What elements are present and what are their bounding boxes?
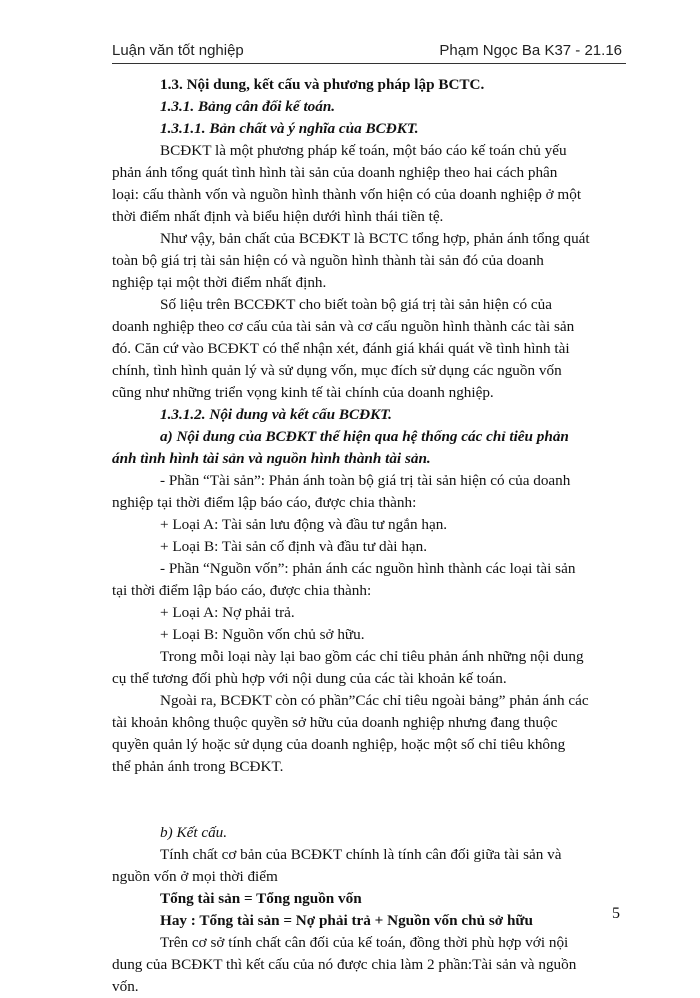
equation-expanded: Hay : Tổng tài sản = Nợ phải trả + Nguồn vốn chủ sở hữu — [160, 912, 533, 929]
list-item: + Loại B: Nguồn vốn chủ sở hữu. — [160, 626, 365, 643]
paragraph-line: nguồn vốn ở mọi thời điểm — [112, 868, 278, 885]
heading-1-3-1-2: 1.3.1.2. Nội dung và kết cấu BCĐKT. — [160, 406, 392, 423]
paragraph-line: loại: cấu thành vốn và nguồn hình thành vốn hiện có của doanh nghiệp ở một — [112, 186, 582, 203]
subheading-a: a) Nội dung của BCĐKT thể hiện qua hệ thống các chỉ tiêu phản — [160, 428, 569, 445]
paragraph-line: tài khoản không thuộc quyền sở hữu của doanh nghiệp nhưng đang thuộc — [112, 714, 558, 731]
header-author: Phạm Ngọc Ba K37 - 21.16 — [439, 42, 622, 59]
paragraph-line: phản ánh tổng quát tình hình tài sản của doanh nghiệp theo hai cách phân — [112, 164, 558, 181]
list-item: + Loại B: Tài sản cố định và đầu tư dài hạn. — [160, 538, 428, 555]
subheading-b: b) Kết cấu. — [160, 824, 228, 841]
paragraph-line: nghiệp tại một thời điểm nhất định. — [112, 274, 327, 291]
header-thesis-title: Luận văn tốt nghiệp — [112, 42, 244, 59]
paragraph-line: Như vậy, bản chất của BCĐKT là BCTC tổng hợp, phản ánh tổng quát — [160, 230, 590, 247]
paragraph-line: thời điểm nhất định và biểu hiện dưới hình thái tiền tệ. — [112, 208, 444, 225]
section-title: 1.3. Nội dung, kết cấu và phương pháp lập BCTC. — [160, 76, 485, 93]
paragraph-line: Tính chất cơ bản của BCĐKT chính là tính cân đối giữa tài sản và — [160, 846, 562, 863]
paragraph-line: BCĐKT là một phương pháp kế toán, một báo cáo kế toán chủ yếu — [160, 142, 567, 159]
list-item: + Loại A: Tài sản lưu động và đầu tư ngắn hạn. — [160, 516, 448, 533]
paragraph-line: Ngoài ra, BCĐKT còn có phần”Các chỉ tiêu ngoài bảng” phản ánh các — [160, 692, 589, 709]
paragraph-line: tại thời điểm lập báo cáo, được chia thành: — [112, 582, 372, 599]
header-divider — [112, 63, 626, 64]
heading-1-3-1-1: 1.3.1.1. Bản chất và ý nghĩa của BCĐKT. — [160, 120, 419, 137]
paragraph-line: - Phần “Tài sản”: Phản ánh toàn bộ giá trị tài sản hiện có của doanh — [160, 472, 571, 489]
paragraph-line: toàn bộ giá trị tài sản hiện có và nguồn hình thành tài sản đó của doanh — [112, 252, 544, 269]
paragraph-line: đó. Căn cứ vào BCĐKT có thể nhận xét, đánh giá khái quát về tình hình tài — [112, 340, 570, 357]
equation-total: Tổng tài sản = Tổng nguồn vốn — [160, 890, 362, 907]
spacer — [160, 778, 620, 822]
heading-1-3-1: 1.3.1. Bảng cân đối kế toán. — [160, 98, 336, 115]
paragraph-line: - Phần “Nguồn vốn”: phản ánh các nguồn hình thành các loại tài sản — [160, 560, 576, 577]
subheading-a-cont: ánh tình hình tài sản và nguồn hình thành tài sản. — [112, 450, 431, 467]
page-number: 5 — [612, 905, 620, 922]
paragraph-line: cũng như những triển vọng kinh tế tài chính của doanh nghiệp. — [112, 384, 494, 401]
paragraph-line: nghiệp tại thời điểm lập báo cáo, được chia thành: — [112, 494, 417, 511]
paragraph-line: vốn. — [112, 978, 139, 995]
paragraph-line: chính, tình hình quản lý và sử dụng vốn, mục đích sử dụng các nguồn vốn — [112, 362, 562, 379]
paragraph-line: quyền quản lý hoặc sử dụng của doanh nghiệp, hoặc một số chỉ tiêu không — [112, 736, 566, 753]
paragraph-line: cụ thể tương đối phù hợp với nội dung của các tài khoản kế toán. — [112, 670, 507, 687]
paragraph-line: Số liệu trên BCCĐKT cho biết toàn bộ giá trị tài sản hiện có của — [160, 296, 552, 313]
page-header — [112, 40, 622, 64]
paragraph-line: doanh nghiệp theo cơ cấu của tài sản và cơ cấu nguồn hình thành các tài sản — [112, 318, 575, 335]
paragraph-line: thể phản ánh trong BCĐKT. — [112, 758, 284, 775]
paragraph-line: dung của BCĐKT thì kết cấu của nó được chia làm 2 phần:Tài sản và nguồn — [112, 956, 577, 973]
paragraph-line: Trên cơ sở tính chất cân đối của kế toán, đồng thời phù hợp với nội — [160, 934, 569, 951]
paragraph-line: Trong mỗi loại này lại bao gồm các chỉ tiêu phản ánh những nội dung — [160, 648, 584, 665]
list-item: + Loại A: Nợ phải trả. — [160, 604, 295, 621]
page-body — [112, 74, 620, 998]
